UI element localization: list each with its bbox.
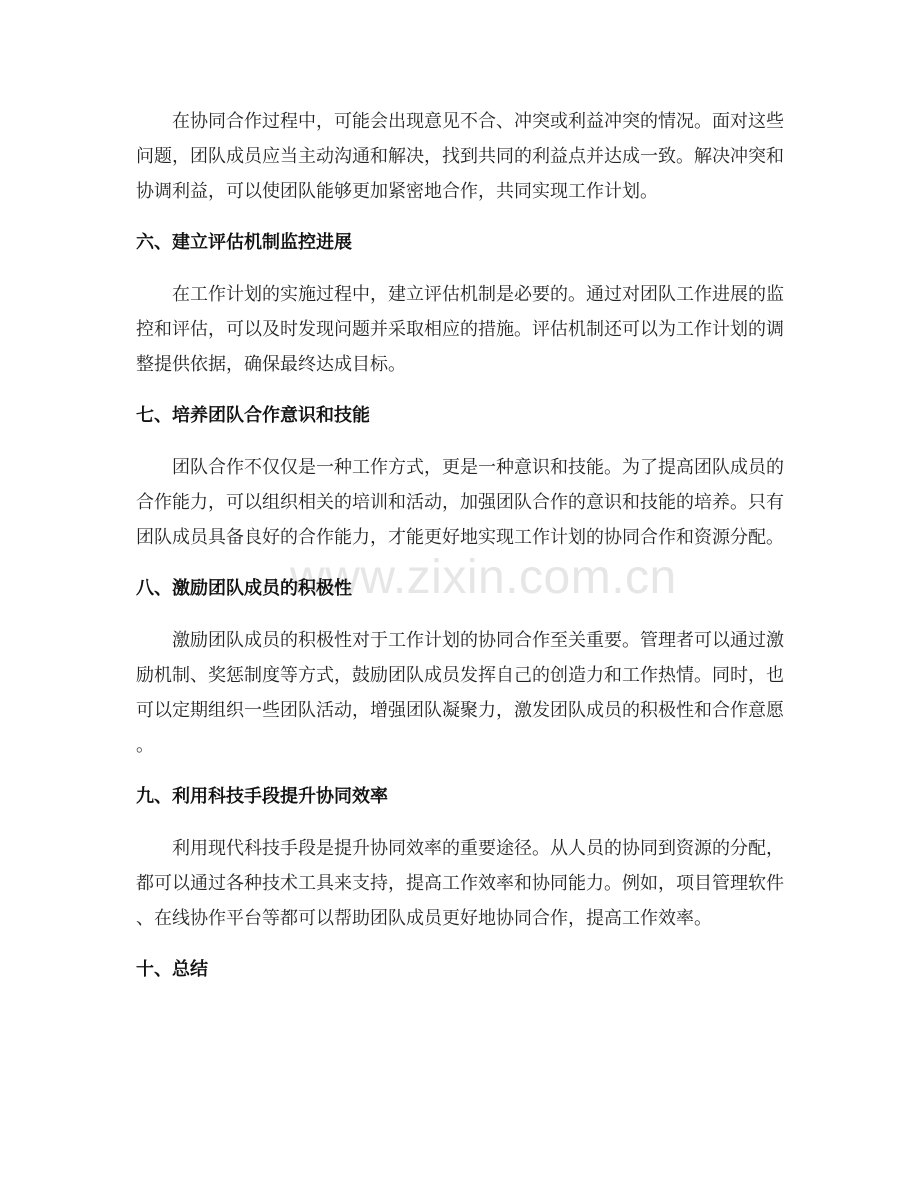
paragraph-line: 利用现代科技手段是提升协同效率的重要途径。从人员的协同到资源的分配， [172, 838, 784, 859]
watermark: www.zixin.com.cn [290, 551, 677, 604]
section-technology [136, 779, 796, 936]
paragraph-line: 励机制、奖惩制度等方式，鼓励团队成员发挥自己的创造力和工作热情。同时，也 [136, 665, 784, 686]
section-heading: 六、建立评估机制监控进展 [136, 232, 352, 253]
intro-paragraph [136, 104, 796, 209]
paragraph-line: 、在线协作平台等都可以帮助团队成员更好地协同合作，提高工作效率。 [136, 908, 712, 929]
section-summary [136, 952, 796, 987]
section-heading: 八、激励团队成员的积极性 [136, 578, 352, 599]
paragraph-line: 合作能力，可以组织相关的培训和活动，加强团队合作的意识和技能的培养。只有 [136, 492, 784, 513]
section-heading: 十、总结 [136, 959, 208, 980]
section-heading: 九、利用科技手段提升协同效率 [136, 786, 388, 807]
document-body [136, 104, 796, 1004]
paragraph-line: 问题，团队成员应当主动沟通和解决，找到共同的利益点并达成一致。解决冲突和 [136, 146, 784, 167]
section-motivation [136, 571, 796, 763]
paragraph-line: 在协同合作过程中，可能会出现意见不合、冲突或利益冲突的情况。面对这些 [172, 111, 784, 132]
paragraph-line: 都可以通过各种技术工具来支持，提高工作效率和协同能力。例如，项目管理软件 [136, 873, 784, 894]
section-evaluation [136, 225, 796, 382]
section-heading: 七、培养团队合作意识和技能 [136, 405, 370, 426]
paragraph-line: 团队合作不仅仅是一种工作方式，更是一种意识和技能。为了提高团队成员的 [172, 457, 784, 478]
section-teamwork-skills [136, 398, 796, 555]
paragraph-line: 激励团队成员的积极性对于工作计划的协同合作至关重要。管理者可以通过激 [172, 630, 784, 651]
paragraph-line: 控和评估，可以及时发现问题并采取相应的措施。评估机制还可以为工作计划的调 [136, 319, 784, 340]
paragraph-line: 可以定期组织一些团队活动，增强团队凝聚力，激发团队成员的积极性和合作意愿 [136, 700, 784, 721]
paragraph-line: 团队成员具备良好的合作能力，才能更好地实现工作计划的协同合作和资源分配。 [136, 527, 784, 548]
paragraph-line: 整提供依据，确保最终达成目标。 [136, 354, 406, 375]
paragraph-line: 在工作计划的实施过程中，建立评估机制是必要的。通过对团队工作进展的监 [172, 284, 784, 305]
paragraph-line: 协调利益，可以使团队能够更加紧密地合作，共同实现工作计划。 [136, 181, 658, 202]
paragraph-line: 。 [136, 735, 154, 756]
